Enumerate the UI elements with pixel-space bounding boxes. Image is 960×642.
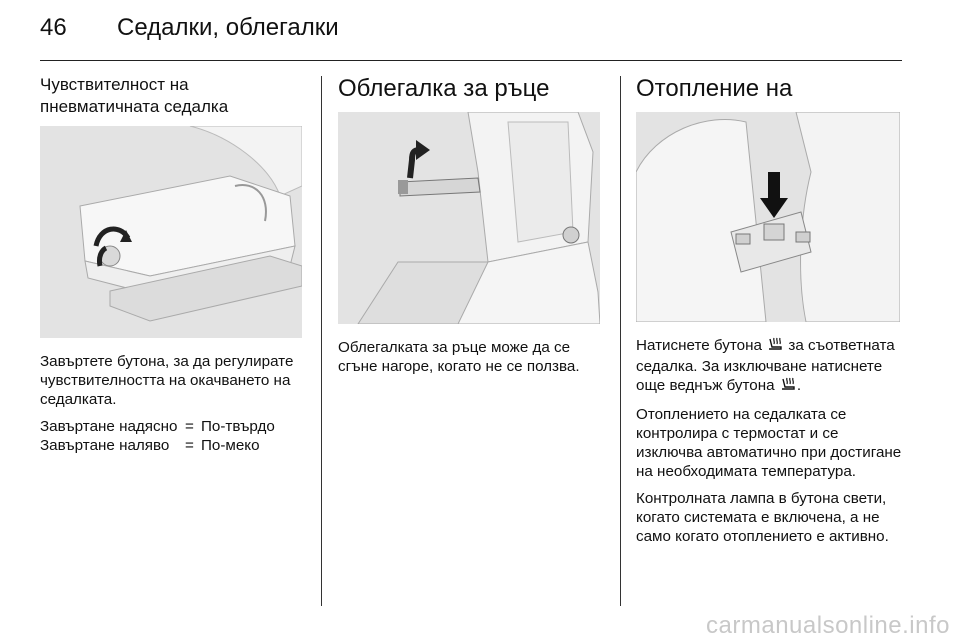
armrest-illustration: [338, 112, 600, 324]
section-heading: [40, 74, 308, 118]
col3-paragraph-3: Контролната лампа в бутона свети, когато системата е включена, а не само когато отоплението е активно.: [636, 490, 889, 545]
column-divider-1: [321, 76, 322, 606]
section-heading: Отопление на: [636, 75, 793, 102]
col1-paragraph: Завъртете бутона, за да регулирате чувствителността на окачването на седалката.: [40, 353, 294, 408]
p1-part-b: за съответната седалка. За изключване натиснете още веднъж бутона: [636, 337, 895, 394]
seat-sensitivity-illustration: [40, 126, 302, 338]
setting-result: По-меко: [201, 437, 260, 454]
column-divider-2: [620, 76, 621, 606]
seat-heating-icon: [779, 376, 797, 397]
p1-part-c: .: [796, 377, 802, 394]
heading-line-2: пневматичната седалка: [40, 97, 229, 116]
col3-paragraph-2: Отоплението на седалката се контролира с термостат и се изключва автоматично при достигане на необходимата температура.: [636, 406, 902, 480]
setting-action: Завъртане надясно: [40, 418, 178, 435]
col2-body: [338, 338, 608, 384]
setting-separator: =: [185, 418, 194, 435]
page-header: [0, 0, 960, 64]
setting-row: [40, 436, 308, 455]
running-title: Седалки, облегалки: [117, 14, 339, 41]
section-armrest: [338, 74, 606, 104]
page-number: 46: [40, 14, 67, 41]
section-seat-sensitivity: [40, 74, 308, 118]
watermark: carmanualsonline.info: [706, 612, 950, 639]
header-rule: [40, 60, 902, 61]
heading-line-1: Чувствителност на: [40, 75, 189, 94]
col1-body: [40, 352, 308, 455]
p1-part-a: Натиснете бутона: [636, 337, 762, 354]
col2-paragraph: Облегалката за ръце може да се сгъне нагоре, когато не се ползва.: [338, 339, 580, 375]
setting-separator: =: [185, 437, 194, 454]
col3-body: [636, 336, 906, 554]
setting-action: Завъртане наляво: [40, 437, 170, 454]
setting-row: [40, 417, 308, 436]
setting-result: По-твърдо: [201, 418, 275, 435]
col3-paragraph-1: [636, 336, 906, 397]
section-heading: Облегалка за ръце: [338, 75, 550, 102]
seat-heating-icon: [766, 336, 784, 357]
seat-heating-illustration: [636, 112, 900, 322]
